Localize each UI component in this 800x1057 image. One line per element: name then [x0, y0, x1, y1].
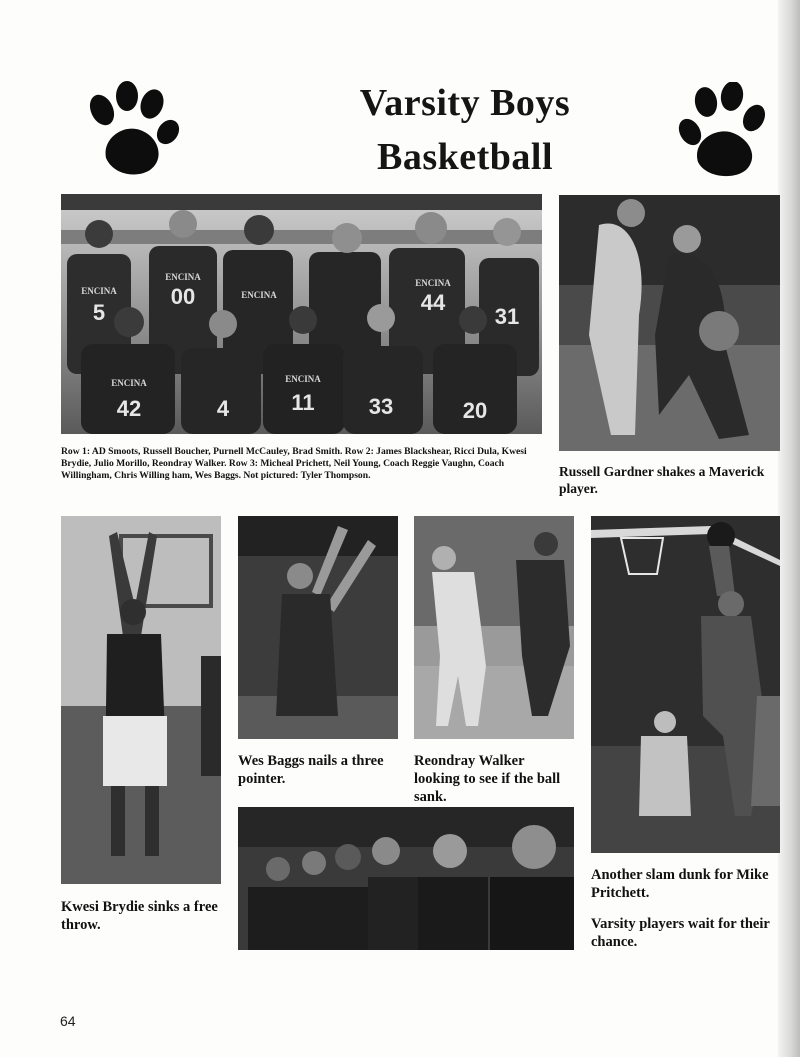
photo-kwesi-brydie [61, 516, 221, 884]
photo-reondray-walker [414, 516, 574, 739]
jersey-school-name: ENCINA [81, 286, 117, 296]
jersey-school-name: ENCINA [165, 272, 201, 282]
team-photo [61, 194, 542, 434]
page-title-line-2: Basketball [376, 136, 554, 178]
jersey-number: 44 [420, 290, 446, 315]
caption-reondray-walker: Reondray Walker looking to see if the ball sank. [414, 753, 561, 805]
paw-print-icon-right [676, 82, 768, 180]
photo-mike-pritchett [591, 516, 780, 853]
caption-mike-pritchett: Another slam dunk for Mike Pritchett. [591, 867, 769, 901]
photo-varsity-bench [238, 807, 574, 950]
photo-wes-baggs [238, 516, 398, 739]
caption-kwesi-brydie: Kwesi Brydie sinks a free throw. [61, 899, 218, 933]
page-edge-shadow [778, 0, 800, 1057]
jersey-school-name: ENCINA [285, 374, 321, 384]
caption-wes-baggs: Wes Baggs nails a three pointer. [238, 753, 384, 787]
jersey-number: 4 [216, 396, 230, 421]
paw-print-icon-left [84, 80, 180, 180]
jersey-number: 00 [170, 284, 196, 309]
jersey-school-name: ENCINA [241, 290, 277, 300]
jersey-number: 42 [116, 396, 142, 421]
jersey-number: 5 [92, 300, 106, 325]
jersey-school-name: ENCINA [415, 278, 451, 288]
page-number: 64 [60, 1013, 76, 1029]
caption-russell-gardner: Russell Gardner shakes a Maverick player. [559, 464, 765, 496]
caption-varsity-bench: Varsity players wait for their chance. [591, 916, 770, 950]
jersey-number: 33 [368, 394, 394, 419]
jersey-school-name: ENCINA [111, 378, 147, 388]
jersey-number: 31 [494, 304, 520, 329]
jersey-number: 11 [291, 390, 315, 415]
photo-russell-gardner [559, 195, 780, 451]
jersey-number: 20 [462, 398, 488, 423]
team-photo-caption: Row 1: AD Smoots, Russell Boucher, Purnell McCauley, Brad Smith. Row 2: James Blackshear, Ricci Dula, Kwesi Brydie, Julio Morillo, Reondray Walker. Row 3: Micheal Prichett, Neil Young, Coach Reggie Vaughn, Coach Willingham, Chris Willing ham, Wes Baggs. Not pictured: Tyler Thompson. [61, 446, 527, 482]
page-title-line-1: Varsity Boys [359, 82, 571, 124]
